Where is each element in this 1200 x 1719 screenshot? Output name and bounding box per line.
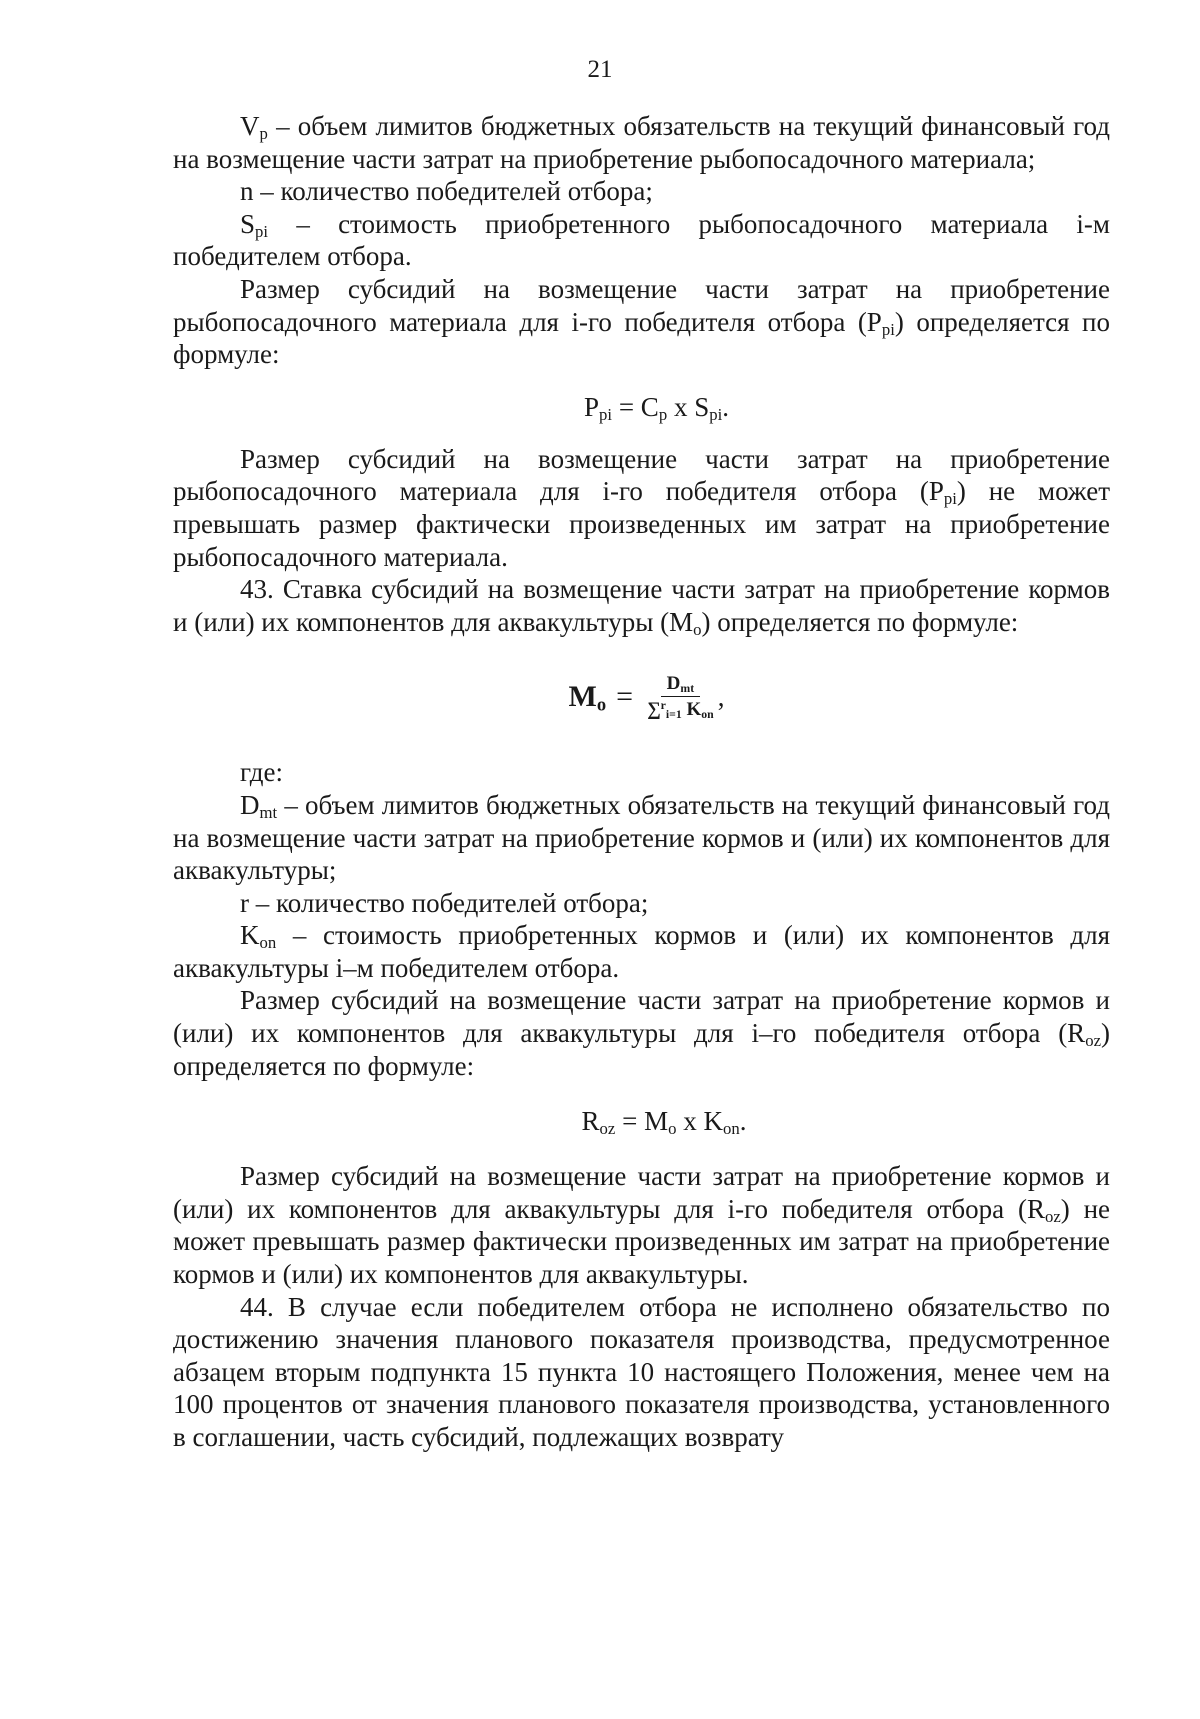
paragraph-roz-intro: Размер субсидий на возмещение части затрат на приобретение кормов и (или) их компонентов для аквакультуры для i–го победителя отбора $(R_{oz})$ определяется по формуле: [173, 985, 1110, 1081]
definition-spi: $S_{pi}$ – стоимость приобретенного рыбопосадочного материала i-м победителем отбора. [173, 208, 1110, 272]
fraction-denominator: ∑$^r_{i=1}$ $K_{on}$ [647, 699, 714, 722]
paragraph-ppi-intro: Размер субсидий на возмещение части затрат на приобретение рыбопосадочного материала для i-го победителя отбора $(P_{pi})$ определяется по формуле: [173, 273, 1110, 370]
definition-r: r – количество победителей отбора; [240, 887, 649, 918]
paragraph-roz-limit: Размер субсидий на возмещение части затрат на приобретение кормов и (или) их компонентов для аквакультуры для i-го победителя отбора $(R_{oz})$ не может превышать размер фактически произведенных им затрат на приобретение кормов и (или) их компонентов для аквакультуры. [173, 1161, 1111, 1290]
document-body [173, 110, 1110, 1454]
formula-ppi: $P_{pi} = C_p$ x $S_{pi}$. [584, 391, 729, 424]
page-number: 21 [587, 56, 613, 83]
definition-dmt: $D_{mt}$ – объем лимитов бюджетных обязательств на текущий финансовый год на возмещение части затрат на приобретение кормов и (или) их компонентов для аквакультуры; [173, 789, 1110, 886]
definition-n: n – количество победителей отбора; [240, 176, 653, 207]
formula-roz: $R_{oz} = M_o$ x $K_{on}$. [581, 1106, 747, 1139]
definition-vp: $V_p$ – объем лимитов бюджетных обязательств на текущий финансовый год на возмещение части затрат на приобретение рыбопосадочного материала; [173, 111, 1110, 174]
definition-kon: $K_{on}$ – стоимость приобретенных кормов и (или) их компонентов для аквакультуры i–м победителем отбора. [173, 920, 1110, 983]
formula-mo-lhs: $M_o$ [568, 680, 607, 716]
paragraph-item-43: 43. Ставка субсидий на возмещение части затрат на приобретение кормов и (или) их компонентов для аквакультуры $(M_o)$ определяется по формуле: [173, 574, 1110, 639]
fraction-numerator: $D_{mt}$ [661, 673, 700, 697]
formula-mo-fraction [643, 673, 718, 721]
paragraph-item-44: 44. В случае если победителем отбора не исполнено обязательство по достижению значения планового показателя производства, предусмотренное абзацем вторым подпункта 15 пункта 10 настоящего Положения, менее чем на 100 процентов от значения планового показателя производства, установленного в соглашении, часть субсидий, подлежащих возврату [173, 1291, 1110, 1452]
formula-mo: $M_o$ = $\frac{D_{mt}}{\sum^r_{i=1} K_{on}}$ , [568, 673, 725, 722]
where-label: где: [240, 757, 283, 788]
paragraph-ppi-limit: Размер субсидий на возмещение части затрат на приобретение рыбопосадочного материала для i-го победителя отбора $(P_{pi})$ не может превышать размер фактически произведенных им затрат на приобретение рыбопосадочного материала. [173, 443, 1110, 572]
